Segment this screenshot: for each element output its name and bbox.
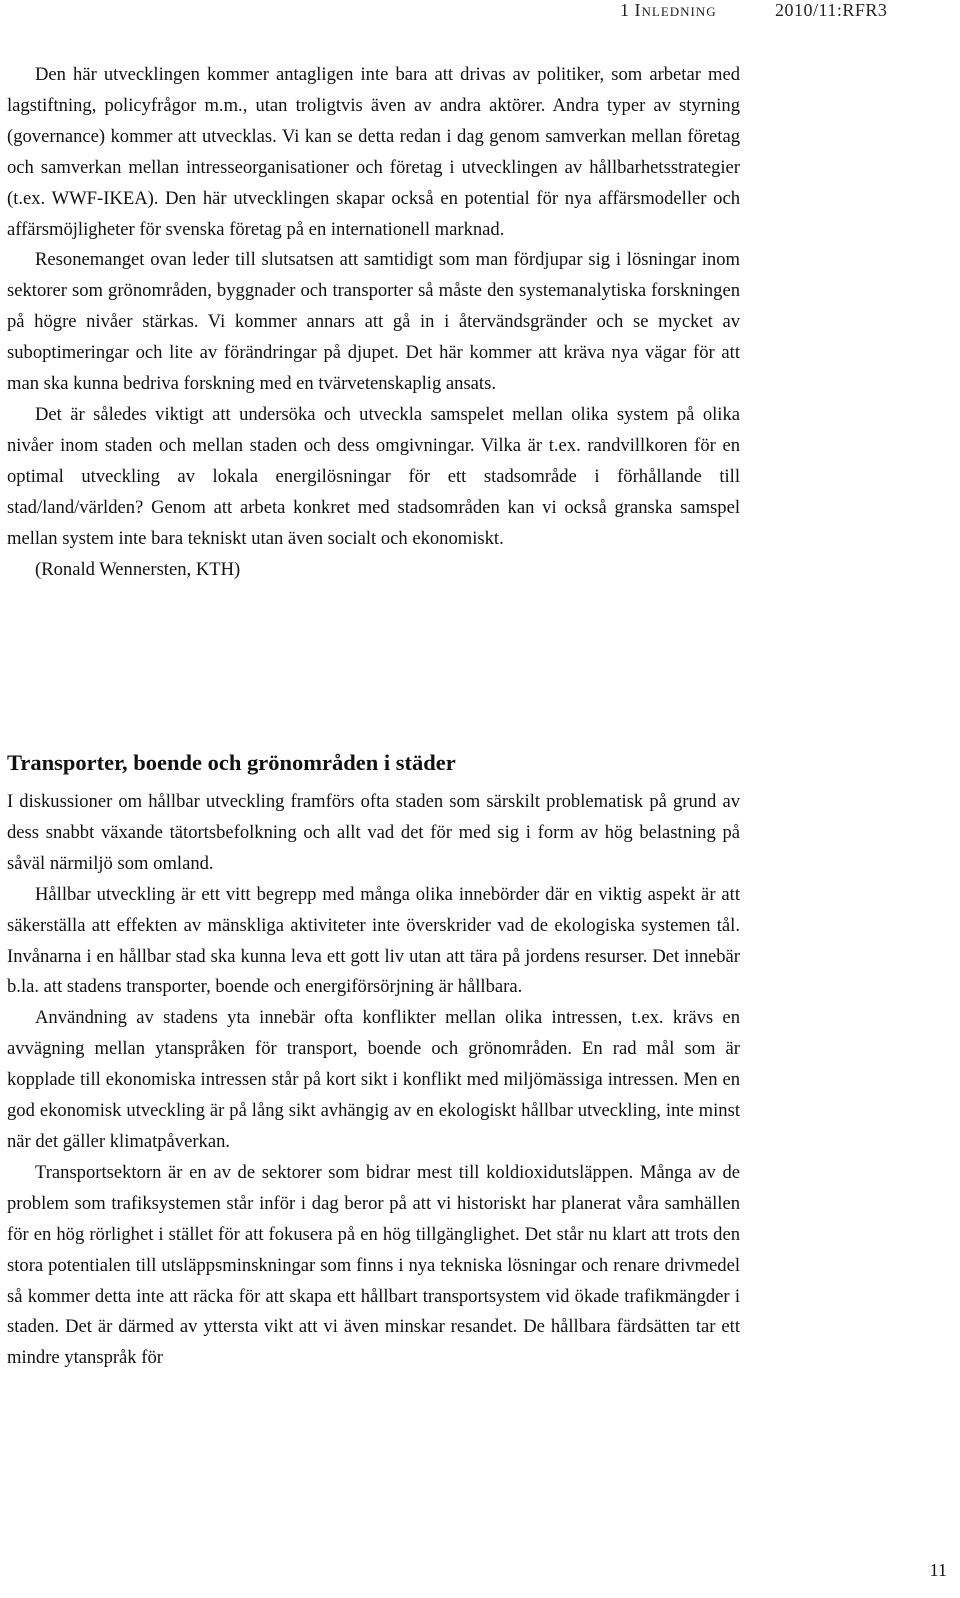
running-head — [0, 0, 960, 24]
paragraph: Den här utvecklingen kommer antagligen inte bara att drivas av politiker, som arbetar med lagstiftning, policyfrågor m.m., utan troligtvis även av andra aktörer. Andra typer av styrning (governance) kommer att utvecklas. Vi kan se detta redan i dag genom samverkan mellan företag och samverkan mellan intresseorganisationer och företag i utvecklingen av hållbarhetsstrategier (t.ex. WWF-IKEA). Den här utvecklingen skapar också en potential för nya affärsmodeller och affärsmöjligheter för svenska företag på en internationell marknad. — [7, 64, 740, 240]
intro-text — [7, 60, 740, 585]
paragraph: I diskussioner om hållbar utveckling framförs ofta staden som särskilt problematisk på grund av dess snabbt växande tätortsbefolkning och allt vad det för med sig i form av hög belastning på såväl närmiljö som omland. — [7, 791, 740, 874]
section-text — [7, 787, 740, 1374]
quote-source: (Ronald Wennersten, KTH) — [35, 558, 241, 580]
paragraph: Hållbar utveckling är ett vitt begrepp med många olika innebörder där en viktig aspekt är att säkerställa att effekten av mänskliga aktiviteter inte överskrider vad de ekologiska systemen tål. Invånarna i en hållbar stad ska kunna leva ett gott liv utan att tära på jordens resurser. Det innebär b.la. att stadens transporter, boende och energiförsörjning är hållbara. — [7, 883, 740, 998]
report-id: 2010/11:RFR3 — [775, 0, 888, 20]
chapter-label: 1 Inledning — [620, 0, 717, 20]
paragraph: Transportsektorn är en av de sektorer som bidrar mest till koldioxidutsläppen. Många av de problem som trafiksystemen står inför i dag beror på att vi historiskt har planerat våra samhällen för en hög rörlighet i stället för att fokusera på en hög tillgänglighet. Det står nu klart att trots den stora potentialen till utsläppsminskningar som finns i nya tekniska lösningar och renare drivmedel så kommer detta inte att räcka för att skapa ett hållbart transportsystem vid ökade trafikmängder i staden. Det är därmed av yttersta vikt att vi även minskar resandet. De hållbara färdsätten tar ett mindre ytanspråk för — [7, 1161, 740, 1369]
paragraph: Det är således viktigt att undersöka och utveckla samspelet mellan olika system på olika nivåer inom staden och mellan staden och dess omgivningar. Vilka är t.ex. randvillkoren för en optimal utveckling av lokala energilösningar för ett stadsområde i förhållande till stad/land/världen? Genom att arbeta konkret med stadsområden kan vi också granska samspel mellan system inte bara tekniskt utan även socialt och ekonomiskt. — [7, 403, 740, 549]
section-heading: Transporter, boende och grönområden i städer — [7, 750, 456, 775]
paragraph: Resonemanget ovan leder till slutsatsen att samtidigt som man fördjupar sig i lösningar inom sektorer som grönområden, byggnader och transporter så måste den systemanalytiska forskningen på högre nivåer stärkas. Vi kommer annars att gå in i återvändsgränder och se mycket av suboptimeringar och lite av förändringar på djupet. Det här kommer att kräva nya vägar för att man ska kunna bedriva forskning med en tvärvetenskaplig ansats. — [7, 249, 740, 395]
page-number: 11 — [929, 1560, 947, 1580]
paragraph: Användning av stadens yta innebär ofta konflikter mellan olika intressen, t.ex. krävs en avvägning mellan ytanspråken för transport, boende och grönområden. En rad mål som är kopplade till ekonomiska intressen står på kort sikt i konflikt med miljömässiga intressen. Men en god ekonomisk utveckling är på lång sikt avhängig av en ekologiskt hållbar utveckling, inte minst när det gäller klimatpåverkan. — [7, 1007, 740, 1152]
